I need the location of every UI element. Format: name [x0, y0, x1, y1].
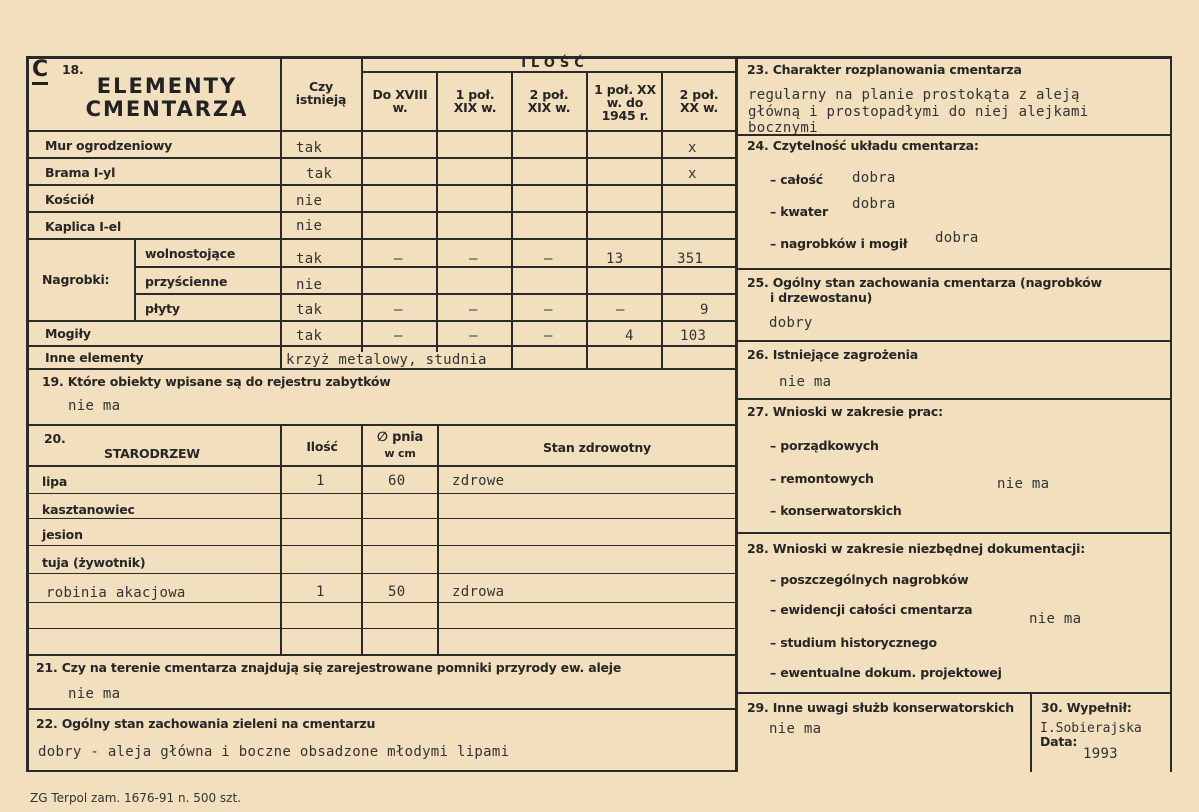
s23-line: regularny na planie prostokąta z aleją: [748, 87, 1080, 103]
s24-bottom: [736, 268, 1172, 270]
s27-item: – konserwatorskich: [770, 503, 902, 518]
s19-title: 19. Które obiekty wpisane są do rejestru zabytków: [42, 374, 391, 389]
frame-right: [1170, 56, 1172, 772]
s18-col3: [511, 72, 513, 369]
s28-value: nie ma: [1029, 611, 1082, 627]
s30-name: I.Sobierajska: [1040, 721, 1142, 736]
s18-inne-value: krzyż metalowy, studnia: [286, 352, 487, 368]
s20-row-line: [28, 545, 736, 546]
s20-title: STARODRZEW: [104, 446, 200, 461]
s20-header-bottom: [28, 465, 736, 467]
s29-title: 29. Inne uwagi służb konserwatorskich: [747, 700, 1014, 715]
s18-row-exists: nie: [296, 218, 323, 234]
s29-divider: [1030, 692, 1032, 772]
s18-row-label: Brama I-yl: [45, 165, 116, 180]
s18-cell: –: [469, 302, 478, 318]
footer-print-info: ZG Terpol zam. 1676-91 n. 500 szt.: [30, 791, 241, 805]
s18-row-exists: tak: [306, 166, 333, 182]
s30-date-label: Data:: [1040, 734, 1078, 749]
s27-value: nie ma: [997, 476, 1050, 492]
s25-title-1: 25. Ogólny stan zachowania cmentarza (nagrobków: [747, 275, 1102, 290]
s24-item: – kwater: [770, 204, 828, 219]
s24-item-value: dobra: [935, 230, 979, 246]
s21-title: 21. Czy na terenie cmentarza znajdują się zarejestrowane pomniki przyrody ew. aleje: [36, 660, 622, 675]
s28-item: – studium historycznego: [770, 635, 937, 650]
s24-item-value: dobra: [852, 170, 896, 186]
frame-left: [26, 56, 29, 772]
s20-row-line: [28, 493, 736, 494]
s18-row-label: Kaplica I-el: [45, 219, 122, 234]
s18-row-exists: nie: [296, 277, 323, 293]
s18-col-period-3: 2 poł. XIX w.: [527, 87, 571, 115]
s18-row-label: Mur ogrodzeniowy: [45, 138, 173, 153]
s18-cell: 4: [625, 328, 634, 344]
s20-number: 20.: [44, 431, 66, 446]
s19-bottom: [28, 424, 736, 426]
s18-row-line: [28, 184, 736, 186]
s18-col-period-4: 1 poł. XX w. do 1945 r.: [594, 82, 656, 123]
s20-qty: 1: [316, 473, 325, 489]
s20-bottom: [28, 654, 736, 656]
s18-number: 18.: [62, 62, 84, 77]
s22-title: 22. Ogólny stan zachowania zieleni na cmentarzu: [36, 716, 376, 731]
s18-row-exists: tak: [296, 251, 323, 267]
s18-nagrobki-sub: wolnostojące: [145, 246, 236, 261]
s24-item: – nagrobków i mogił: [770, 236, 908, 251]
s20-health: zdrowe: [452, 473, 505, 489]
s30-title: 30. Wypełnił:: [1041, 700, 1132, 715]
s18-row-line: [28, 211, 736, 213]
s19-value: nie ma: [68, 398, 121, 414]
s18-col-period-2: 1 poł. XIX w.: [453, 87, 497, 115]
s18-cell: –: [616, 302, 625, 318]
s30-date: 1993: [1083, 746, 1118, 762]
s24-item: – całość: [770, 172, 823, 187]
s27-item: – remontowych: [770, 471, 874, 486]
s18-header-bottom: [28, 130, 736, 132]
s28-title: 28. Wnioski w zakresie niezbędnej dokumentacji:: [747, 541, 1086, 556]
s18-nagrobki-divider: [134, 238, 136, 321]
s23-title: 23. Charakter rozplanowania cmentarza: [747, 62, 1022, 77]
s25-title-2: i drzewostanu): [770, 290, 873, 305]
s20-qty: 1: [316, 584, 325, 600]
s20-tree-name: kasztanowiec: [42, 502, 135, 517]
s20-health: zdrowa: [452, 584, 505, 600]
s21-value: nie ma: [68, 686, 121, 702]
s18-col-qty-left: [361, 59, 363, 369]
s18-row-line: [135, 266, 736, 268]
s22-value: dobry - aleja główna i boczne obsadzone młodymi lipami: [38, 744, 510, 760]
s18-cell: 351: [677, 251, 704, 267]
s18-cell: x: [688, 140, 697, 156]
s18-row-exists: tak: [296, 140, 323, 156]
s20-tree-name: lipa: [42, 474, 68, 489]
s18-col-period-1: Do XVIII w.: [372, 87, 428, 115]
s18-nagrobki-label: Nagrobki:: [42, 272, 110, 287]
s18-cell: –: [544, 251, 553, 267]
s29-value: nie ma: [769, 721, 822, 737]
s18-col-exists-left: [280, 59, 282, 369]
s28-item: – ewentualne dokum. projektowej: [770, 665, 1002, 680]
s18-cell: –: [544, 328, 553, 344]
column-divider: [735, 56, 738, 772]
s20-tree-name: tuja (żywotnik): [42, 555, 146, 570]
s18-col-exists: Czy istnieją: [295, 79, 347, 107]
s18-cell: x: [688, 166, 697, 182]
s28-bottom: [736, 692, 1172, 694]
s21-bottom: [28, 708, 736, 710]
s18-cell: –: [544, 302, 553, 318]
s18-cell: –: [394, 251, 403, 267]
s18-row-line: [28, 157, 736, 159]
s18-row-exists: nie: [296, 193, 323, 209]
s18-cell: –: [469, 251, 478, 267]
frame-bottom: [26, 770, 736, 772]
s20-col-diam-2: w cm: [384, 447, 416, 460]
s18-col2: [436, 72, 438, 369]
s25-value: dobry: [769, 315, 813, 331]
s20-col1: [280, 426, 282, 655]
s20-diam: 50: [388, 584, 406, 600]
s20-tree-name: jesion: [42, 527, 83, 542]
s27-title: 27. Wnioski w zakresie prac:: [747, 404, 943, 419]
s18-cell: –: [469, 328, 478, 344]
s18-row-label: Mogiły: [45, 326, 91, 341]
s25-bottom: [736, 340, 1172, 342]
s20-col-diam-1: ∅ pnia: [376, 430, 424, 445]
s23-line: bocznymi: [748, 120, 818, 136]
s18-title-line1: ELEMENTY: [96, 74, 238, 98]
s20-row-line: [28, 628, 736, 629]
s18-nagrobki-sub: płyty: [145, 301, 180, 316]
s18-row-label: Inne elementy: [45, 350, 144, 365]
corner-letter: C: [32, 58, 48, 85]
s18-row-exists: tak: [296, 302, 323, 318]
s18-col-quantity: ILOŚĆ: [521, 56, 589, 71]
s18-cell: –: [394, 328, 403, 344]
s23-line: główną i prostopadłymi do niej alejkami: [748, 104, 1089, 120]
s18-qty-line: [361, 71, 736, 73]
s18-row-label: Kościół: [45, 192, 95, 207]
s20-row-line: [28, 602, 736, 603]
s20-row-line: [28, 573, 736, 574]
s26-value: nie ma: [779, 374, 832, 390]
s20-diam: 60: [388, 473, 406, 489]
s18-cell: 9: [700, 302, 709, 318]
s20-tree-name-typed: robinia akacjowa: [46, 585, 186, 601]
s18-cell: –: [394, 302, 403, 318]
s18-row-line: [135, 293, 736, 295]
s18-col-period-5: 2 poł. XX w.: [679, 87, 719, 115]
s24-title: 24. Czytelność układu cmentarza:: [747, 138, 979, 153]
s20-col3: [437, 426, 439, 655]
s24-item-value: dobra: [852, 196, 896, 212]
s18-title-line2: CMENTARZA: [85, 97, 249, 121]
s27-bottom: [736, 532, 1172, 534]
s20-col-qty: Ilość: [306, 439, 338, 454]
s18-row-exists: tak: [296, 328, 323, 344]
s18-nagrobki-sub: przyścienne: [145, 274, 228, 289]
s20-col2: [361, 426, 363, 655]
s18-bottom: [28, 368, 736, 370]
s26-bottom: [736, 398, 1172, 400]
s20-row-line: [28, 518, 736, 519]
s18-row-line: [28, 345, 736, 347]
s28-item: – poszczególnych nagrobków: [770, 572, 969, 587]
s18-cell: 13: [606, 251, 624, 267]
s20-col-health: Stan zdrowotny: [543, 440, 651, 455]
s18-cell: 103: [680, 328, 707, 344]
s28-item: – ewidencji całości cmentarza: [770, 602, 973, 617]
s26-title: 26. Istniejące zagrożenia: [747, 347, 918, 362]
s27-item: – porządkowych: [770, 438, 879, 453]
